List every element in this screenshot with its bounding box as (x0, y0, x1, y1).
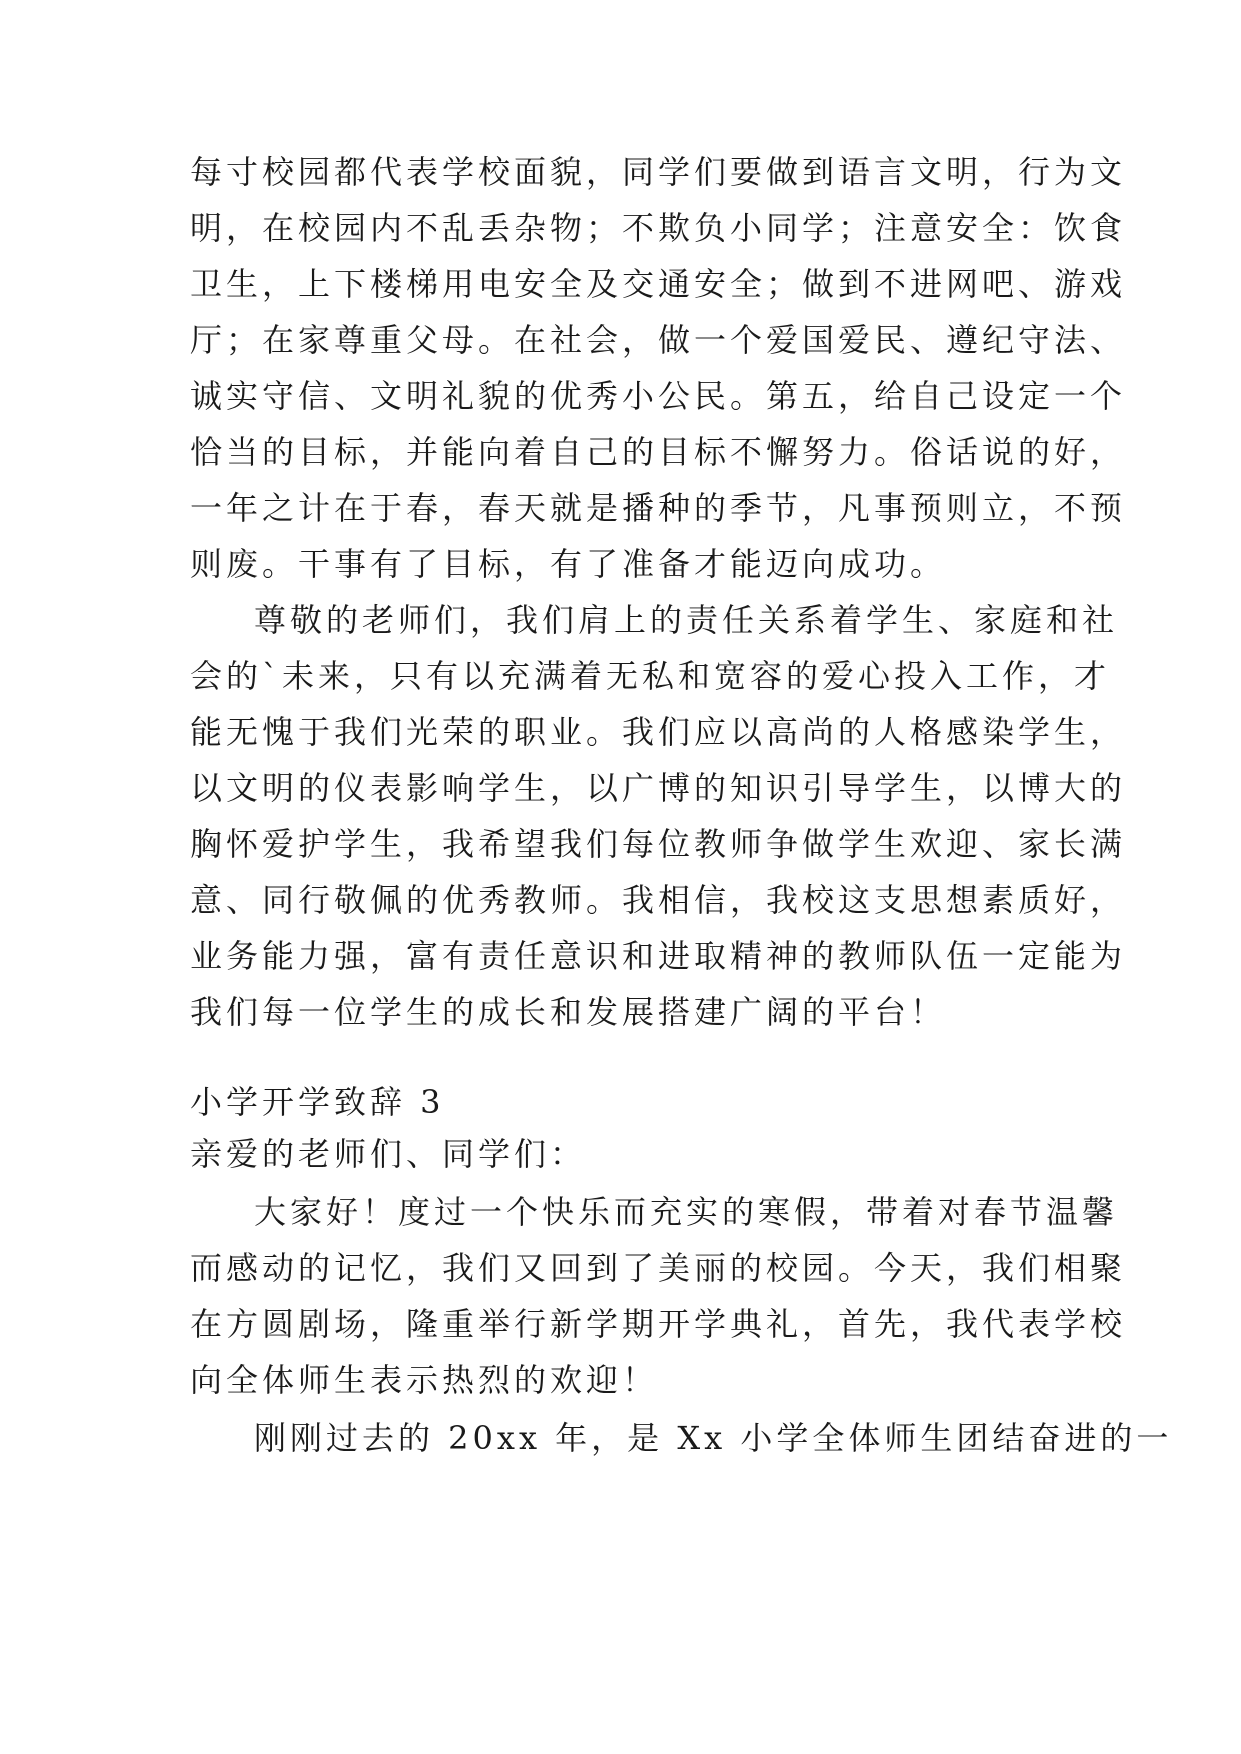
para3-line-1: 大家好！度过一个快乐而充实的寒假，带着对春节温馨 (254, 1193, 1119, 1231)
para2-line-6: 意、同行敬佩的优秀教师。我相信，我校这支思想素质好， (190, 881, 1127, 919)
para2-line-2: 会的`未来，只有以充满着无私和宽容的爱心投入工作，才 (190, 657, 1111, 695)
para1-line-4: 厅；在家尊重父母。在社会，做一个爱国爱民、遵纪守法、 (190, 321, 1127, 359)
para3-line-3: 在方圆剧场，隆重举行新学期开学典礼，首先，我代表学校 (190, 1305, 1127, 1343)
para1-line-5: 诚实守信、文明礼貌的优秀小公民。第五，给自己设定一个 (190, 377, 1127, 415)
para2-line-8: 我们每一位学生的成长和发展搭建广阔的平台！ (190, 993, 947, 1031)
para2-line-3: 能无愧于我们光荣的职业。我们应以高尚的人格感染学生， (190, 713, 1127, 751)
para2-line-5: 胸怀爱护学生，我希望我们每位教师争做学生欢迎、家长满 (190, 825, 1127, 863)
para1-line-2: 明，在校园内不乱丢杂物；不欺负小同学；注意安全：饮食 (190, 209, 1127, 247)
para3-line-2: 而感动的记忆，我们又回到了美丽的校园。今天，我们相聚 (190, 1249, 1127, 1287)
para1-line-1: 每寸校园都代表学校面貌，同学们要做到语言文明，行为文 (190, 153, 1127, 191)
para2-line-7: 业务能力强，富有责任意识和进取精神的教师队伍一定能为 (190, 937, 1127, 975)
para1-line-8: 则废。干事有了目标，有了准备才能迈向成功。 (190, 545, 947, 583)
para1-line-6: 恰当的目标，并能向着自己的目标不懈努力。俗话说的好， (190, 433, 1127, 471)
para1-line-7: 一年之计在于春，春天就是播种的季节，凡事预则立，不预 (190, 489, 1127, 527)
para3-line-4: 向全体师生表示热烈的欢迎！ (190, 1361, 659, 1399)
para4-line-1: 刚刚过去的 20xx 年，是 Xx 小学全体师生团结奋进的一 (254, 1419, 1173, 1457)
para1-line-3: 卫生，上下楼梯用电安全及交通安全；做到不进网吧、游戏 (190, 265, 1127, 303)
para2-line-4: 以文明的仪表影响学生，以广博的知识引导学生，以博大的 (190, 769, 1127, 807)
salutation: 亲爱的老师们、同学们： (190, 1135, 587, 1173)
section-title: 小学开学致辞 3 (190, 1083, 445, 1121)
para2-line-1: 尊敬的老师们，我们肩上的责任关系着学生、家庭和社 (254, 601, 1119, 639)
